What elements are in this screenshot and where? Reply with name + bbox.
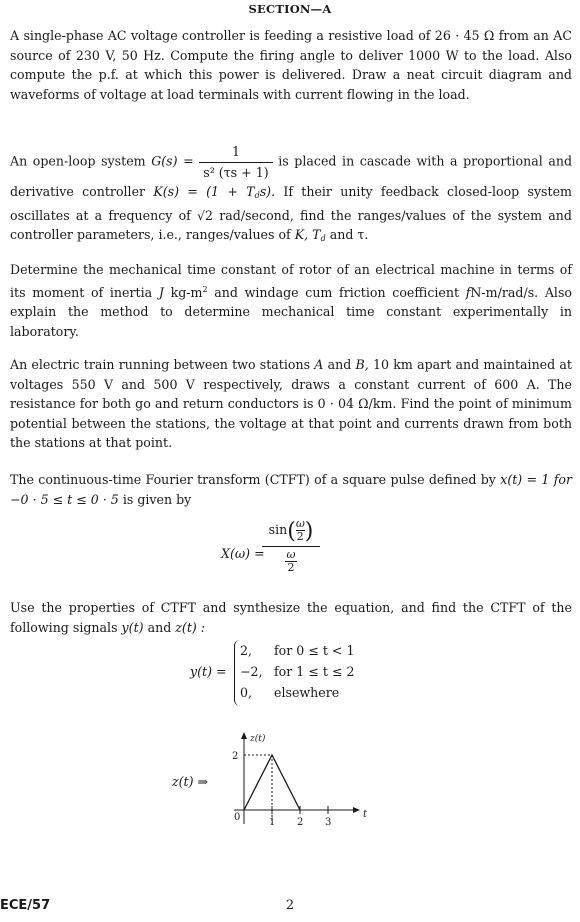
k-expr: K(s) = (1 + T [153,184,255,199]
peak-label: 2 [232,751,239,762]
q2-lead: An open-loop system [10,153,146,169]
x-omega-lhs [221,546,265,561]
x-axis-arrow [353,807,360,813]
row-1-value: 2, [240,643,253,658]
section-title: SECTION—A [248,2,332,16]
denom-two: 2 [287,561,295,574]
q3-d: N-m/rad/s. Also explain the method to determine mechanical time constant experimentally in laboratory. [10,284,573,339]
k-end: s). [259,184,276,199]
x-omega-bar [262,546,320,547]
question-1 [10,26,572,104]
x-omega-fraction [262,514,320,574]
question-4 [10,355,572,453]
page-number: 2 [285,898,295,913]
g-label: G(s) = [151,153,194,169]
q2-rest-b: rad/second, find the ranges/values of the system and controller parameters, i.e., ranges/values of [10,207,572,242]
x-omega-numerator [262,514,320,546]
q5-and: and [147,619,172,635]
g-fraction [199,142,272,182]
x-omega-label: X(ω) = [221,546,265,561]
g-denominator: s² (τs + 1) [203,164,269,180]
inner-two: 2 [296,530,304,543]
question-2 [10,142,572,249]
right-paren: ) [304,519,314,544]
row-3-cond: elsewhere [274,685,340,700]
x-axis-label: t [363,809,368,820]
x-omega-denominator [285,549,298,574]
q5-z: z(t) : [175,619,206,635]
inner-fraction [296,518,305,543]
q3-c: and windage cum friction coefficient [214,284,460,300]
paper-code: ECE/57 [0,898,51,913]
q2-vars-end: and τ. [329,227,369,242]
row-1-cond: for 0 ≤ t < 1 [274,643,355,658]
x-tick-label-1: 1 [269,817,276,828]
q2-rest-a: If their unity feedback closed-loop system oscillates at a frequency of [10,184,572,223]
z-graph [226,728,376,838]
q2-vars-sub: d [320,234,326,243]
q4-b: 10 km apart and maintained at voltages 550 V and 500 V respectively, draws a constant current of 600 A. The resistance for both go and return conductors is 0 · 04 Ω/km. Find the point of minimum potential between the stations, the voltage at that point and currents drawn from both the stations at that point. [10,357,572,450]
q3-sup: 2 [202,284,208,294]
piecewise-row-1 [240,640,354,661]
sqrt-two: √2 [197,207,214,223]
q3-b: kg-m [170,284,203,300]
q2-vars: K, T [294,227,321,242]
q4-and: and [327,357,352,372]
q3-j: J [158,284,164,300]
q5-cond: x(t) = 1 for −0 · 5 ≤ t ≤ 0 · 5 [10,472,572,507]
q4-a: An electric train running between two stations [10,357,311,372]
question-5-intro [10,470,572,509]
q5-a: The continuous-time Fourier transform (CTFT) of a square pulse defined by [10,472,496,487]
x-tick-label-2: 2 [297,817,304,828]
q3-f: f [465,284,471,300]
sin-label: sin [268,522,288,537]
piecewise-rows [240,640,354,703]
denom-omega: ω [286,548,296,561]
piecewise-row-2 [240,661,354,682]
question-3 [10,260,572,341]
left-paren: ( [287,519,296,544]
row-2-value: −2, [240,664,263,679]
y-lhs [190,664,227,679]
piecewise-row-3 [240,682,354,703]
question-5-continued [10,598,572,637]
y-axis-label: z(t) [250,734,266,744]
q1-text: A single-phase AC voltage controller is feeding a resistive load of 26 · 45 Ω from an AC source of 230 V, 50 Hz. Compute the firing angle to deliver 1000 W to the load. Also compute the p.f. at which this power is delivered. Draw a neat circuit diagram and waveforms of voltage at load terminals with current flowing in the load. [10,28,572,102]
q5-y: y(t) [121,619,144,635]
k-sub: d [254,191,260,200]
y-axis-arrow [241,732,247,739]
row-2-cond: for 1 ≤ t ≤ 2 [274,664,355,679]
q5-c: Use the properties of CTFT and synthesize the equation, and find the CTFT of the following signals [10,600,572,635]
q4-station-a: A [314,357,324,372]
origin-label: 0 [234,812,241,823]
q5-b: is given by [122,491,192,507]
q2-tail: is placed in cascade with a proportional and derivative controller [10,153,573,199]
inner-omega: ω [295,517,305,530]
z-lhs [172,774,208,789]
g-numerator: 1 [199,142,272,163]
x-tick-label-3: 3 [325,817,332,828]
row-3-value: 0, [240,685,253,700]
q3-a: Determine the mechanical time constant of rotor of an electrical machine in terms of its moment of inertia [10,262,572,300]
q4-station-b: B, [355,357,369,372]
y-label: y(t) = [190,664,227,679]
z-label: z(t) ⇒ [172,774,209,789]
